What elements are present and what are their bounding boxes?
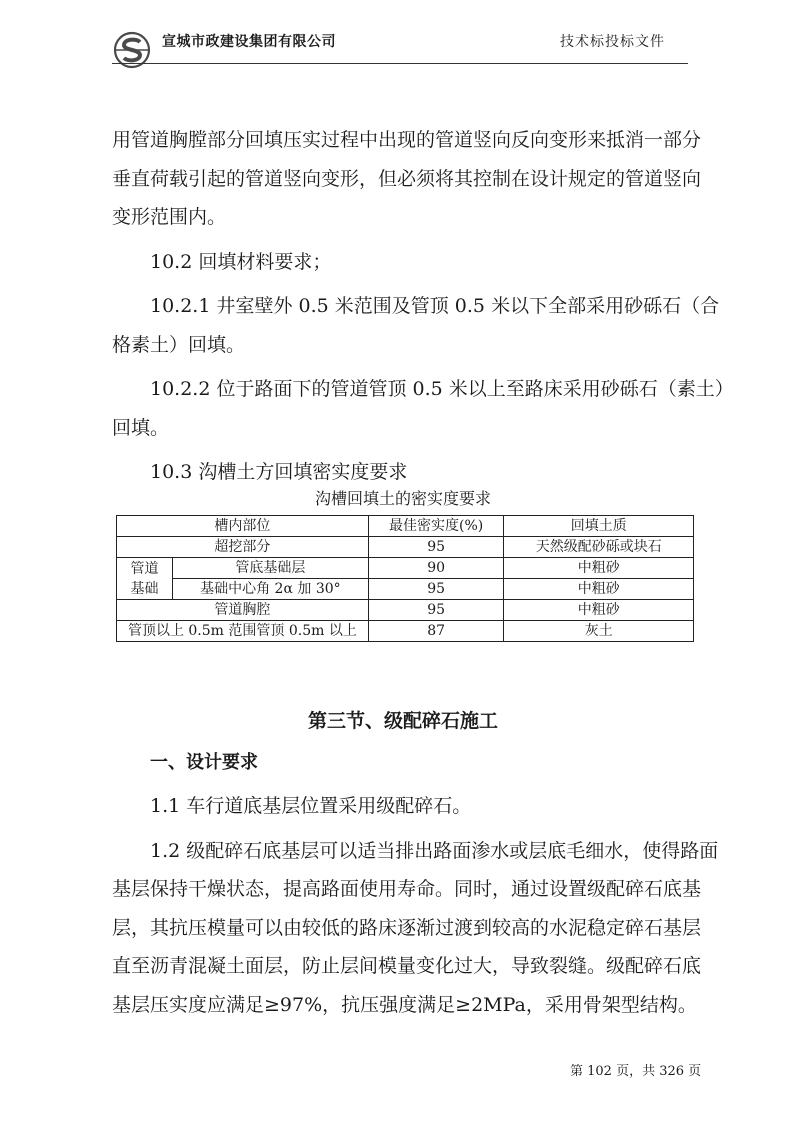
table-cell: 基础中心角 2α 加 30° <box>172 579 368 600</box>
body-lower <box>112 787 719 1024</box>
header-cell: 槽内部位 <box>117 516 369 537</box>
heading-10-2: 10.2 回填材料要求； <box>150 250 332 273</box>
table-cell: 天然级配砂砾或块石 <box>504 537 694 558</box>
paragraph-line: 基层压实度应满足≥97%，抗压强度满足≥2MPa，采用骨架型结构。 <box>112 993 697 1016</box>
table-cell: 95 <box>368 537 504 558</box>
table-row <box>117 600 694 621</box>
header-cell: 回填土质 <box>504 516 694 537</box>
company-name: 宣城市政建设集团有限公司 <box>162 34 336 50</box>
table-cell: 中粗砂 <box>504 600 694 621</box>
section-subtitle: 一、设计要求 <box>150 752 258 773</box>
paragraph-line: 变形范围内。 <box>112 206 227 228</box>
paragraph-line: 基层保持干燥状态，提高路面使用寿命。同时，通过设置级配碎石底基 <box>112 878 702 900</box>
paragraph-line: 用管道胸膛部分回填压实过程中出现的管道竖向反向变形来抵消一部分 <box>112 129 702 151</box>
heading-10-3: 10.3 沟槽土方回填密实度要求 <box>150 461 408 483</box>
table-row <box>117 537 694 558</box>
group-cell <box>117 558 173 600</box>
body-upper <box>112 121 734 492</box>
table-cell: 95 <box>368 600 504 621</box>
density-table <box>116 515 694 642</box>
company-s-logo-icon <box>112 30 152 70</box>
table-cell: 管顶以上 0.5m 范围管顶 0.5m 以上 <box>117 621 369 642</box>
table-title: 沟槽回填土的密实度要求 <box>314 489 491 508</box>
group-label: 基础 <box>130 580 159 597</box>
group-label: 管道 <box>130 560 159 577</box>
paragraph-line: 10.2.1 井室壁外 0.5 米范围及管顶 0.5 米以下全部采用砂砾石（合 <box>150 295 720 317</box>
table-row <box>117 579 694 600</box>
table-header-row <box>117 516 694 537</box>
header-rule <box>112 63 688 64</box>
table-cell: 95 <box>368 579 504 600</box>
paragraph-line: 1.1 车行道底基层位置采用级配碎石。 <box>150 795 472 817</box>
paragraph-line: 1.2 级配碎石底基层可以适当排出路面渗水或层底毛细水，使得路面 <box>150 839 719 862</box>
paragraph-line: 格素土）回填。 <box>112 333 246 356</box>
paragraph-line: 层，其抗压模量可以由较低的路床逐渐过渡到较高的水泥稳定碎石基层 <box>112 916 702 939</box>
page-header <box>0 0 793 80</box>
table-cell: 管道胸腔 <box>117 600 369 621</box>
paragraph-line: 回填。 <box>112 416 170 439</box>
table-cell: 超挖部分 <box>117 537 369 558</box>
paragraph-line: 10.2.2 位于路面下的管道管顶 0.5 米以上至路床采用砂砾石（素土） <box>150 378 734 400</box>
document-type: 技术标投标文件 <box>560 34 665 50</box>
page-number: 第 102 页，共 326 页 <box>570 1064 702 1079</box>
paragraph-line: 直至沥青混凝土面层，防止层间模量变化过大，导致裂缝。级配碎石底 <box>112 955 702 977</box>
paragraph-line: 垂直荷载引起的管道竖向变形，但必须将其控制在设计规定的管道竖向 <box>112 167 702 190</box>
section-title: 第三节、级配碎石施工 <box>307 710 498 732</box>
table-cell: 87 <box>368 621 504 642</box>
header-cell: 最佳密实度(%) <box>368 516 504 537</box>
table-cell: 90 <box>368 558 504 579</box>
table-cell: 管底基础层 <box>172 558 368 579</box>
table-cell: 中粗砂 <box>504 558 694 579</box>
table-row <box>117 558 694 579</box>
table-row <box>117 621 694 642</box>
table-cell: 灰土 <box>504 621 694 642</box>
table-cell: 中粗砂 <box>504 579 694 600</box>
